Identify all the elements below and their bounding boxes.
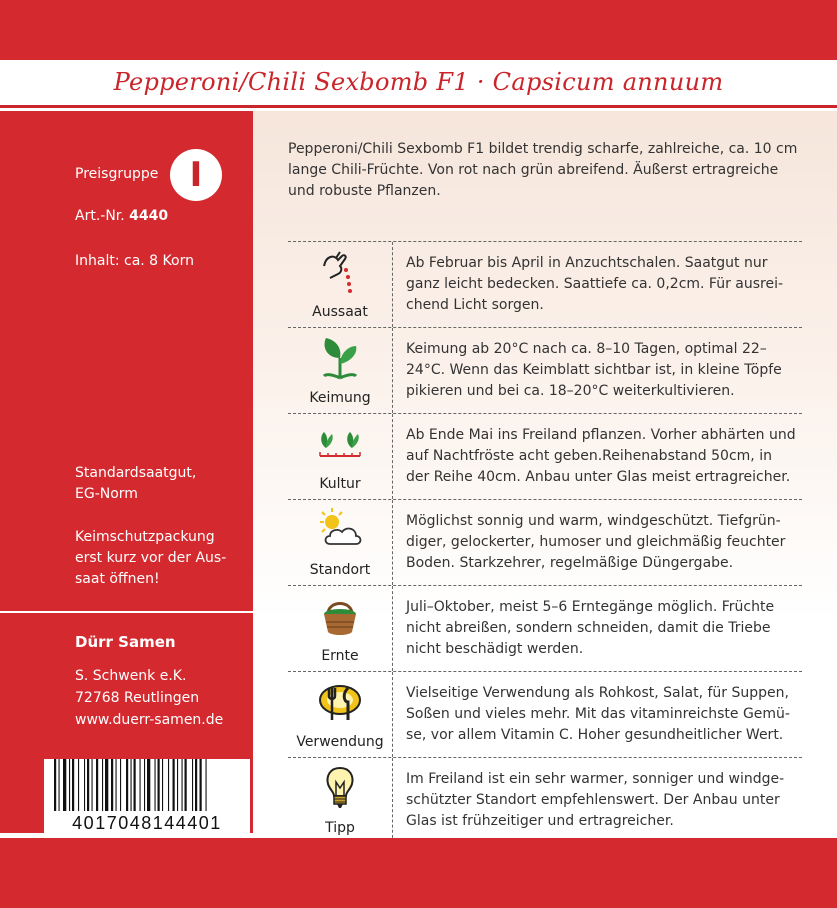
address-line2: 72768 Reutlingen — [75, 690, 200, 706]
article-number — [75, 208, 168, 224]
table-row — [288, 413, 802, 499]
plate-cutlery-icon — [316, 678, 364, 726]
packaging-note-line2: erst kurz vor der Aus- — [75, 550, 227, 566]
sprout-icon — [316, 334, 364, 382]
row-text: Im Freiland ist ein sehr warmer, sonniger und windge-schützter Standort empfehlenswert. Der Anbau unter Glas ist frühzeitiger und ertragreicher. — [406, 771, 785, 829]
row-icon-cell — [288, 672, 393, 757]
seed-standard-line1: Standardsaatgut, — [75, 465, 197, 481]
company-address — [75, 665, 223, 731]
row-label: Kultur — [319, 476, 361, 492]
table-row — [288, 327, 802, 413]
table-row — [288, 585, 802, 671]
article-number-label: Art.-Nr. — [75, 208, 125, 224]
row-label: Aussaat — [312, 304, 368, 320]
seedlings-ruler-icon — [316, 420, 364, 468]
table-row — [288, 671, 802, 757]
row-label: Ernte — [321, 648, 359, 664]
company-name: Dürr Samen — [75, 633, 176, 651]
packaging-note-line1: Keimschutzpackung — [75, 529, 215, 545]
packaging-note — [75, 527, 226, 590]
basket-icon — [316, 592, 364, 640]
address-line1: S. Schwenk e.K. — [75, 668, 187, 684]
barcode-number: 4017048144401 — [72, 813, 222, 833]
lightbulb-icon — [316, 764, 364, 812]
sun-cloud-icon — [316, 506, 364, 554]
row-text: Möglichst sonnig und warm, windgeschützt. Tiefgrün-diger, gelockerter, humoser und gleichmäßig feuchter Boden. Starkzehrer, regelmäßige Düngergabe. — [406, 513, 786, 571]
row-text: Ab Februar bis April in Anzuchtschalen. Saatgut nur ganz leicht bedecken. Saattiefe ca. 0,2cm. Für ausrei-chend Licht sorgen. — [406, 255, 784, 313]
top-red-band — [0, 0, 837, 60]
row-icon-cell — [288, 242, 393, 327]
content-info: Inhalt: ca. 8 Korn — [75, 253, 194, 269]
row-text: Juli–Oktober, meist 5–6 Erntegänge möglich. Früchte nicht abreißen, sondern schneiden, damit die Triebe nicht beschädigt werden. — [406, 599, 775, 657]
left-info-panel — [0, 111, 253, 833]
row-icon-cell — [288, 758, 393, 843]
main-content — [253, 111, 837, 838]
packaging-note-line3: saat öffnen! — [75, 571, 160, 587]
sowing-hand-icon — [316, 248, 364, 296]
bottom-red-band — [0, 838, 837, 908]
barcode — [44, 759, 250, 841]
preisgruppe-badge: I — [170, 149, 222, 201]
row-label: Standort — [309, 562, 371, 578]
row-label: Tipp — [325, 820, 355, 836]
row-icon-cell — [288, 500, 393, 585]
row-icon-cell — [288, 586, 393, 671]
preisgruppe-label: Preisgruppe — [75, 166, 159, 182]
table-row — [288, 757, 802, 844]
row-text: Ab Ende Mai ins Freiland pflanzen. Vorher abhärten und auf Nachtfröste acht geben.Reihenabstand 50cm, in der Reihe 40cm. Anbau unter Glas meist ertragreicher. — [406, 427, 796, 485]
article-number-value: 4440 — [129, 208, 169, 224]
table-row — [288, 499, 802, 585]
cultivation-table — [288, 241, 802, 844]
row-icon-cell — [288, 328, 393, 413]
table-row — [288, 241, 802, 327]
product-title: Pepperoni/Chili Sexbomb F1 · Capsicum annuum — [113, 68, 724, 96]
row-label: Verwendung — [296, 734, 384, 750]
left-divider — [0, 611, 253, 613]
row-label: Keimung — [309, 390, 371, 406]
barcode-bars — [54, 759, 244, 811]
seed-standard-line2: EG-Norm — [75, 486, 138, 502]
seed-standard — [75, 463, 196, 505]
row-text: Vielseitige Verwendung als Rohkost, Salat, für Suppen, Soßen und vieles mehr. Mit das vitaminreichste Gemü-se, vor allem Vitamin C. Hoher gesundheitlicher Wert. — [406, 685, 790, 743]
row-icon-cell — [288, 414, 393, 499]
title-bar — [0, 60, 837, 108]
product-description: Pepperoni/Chili Sexbomb F1 bildet trendig scharfe, zahlreiche, ca. 10 cm lange Chili-Früchte. Von rot nach grün abreifend. Äußerst ertragreiche und robuste Pflanzen. — [288, 141, 798, 199]
row-text: Keimung ab 20°C nach ca. 8–10 Tagen, optimal 22–24°C. Wenn das Keimblatt sichtbar ist, in kleine Töpfe pikieren und bei ca. 18–20°C weiterkultivieren. — [406, 341, 782, 399]
company-website: www.duerr-samen.de — [75, 712, 224, 728]
